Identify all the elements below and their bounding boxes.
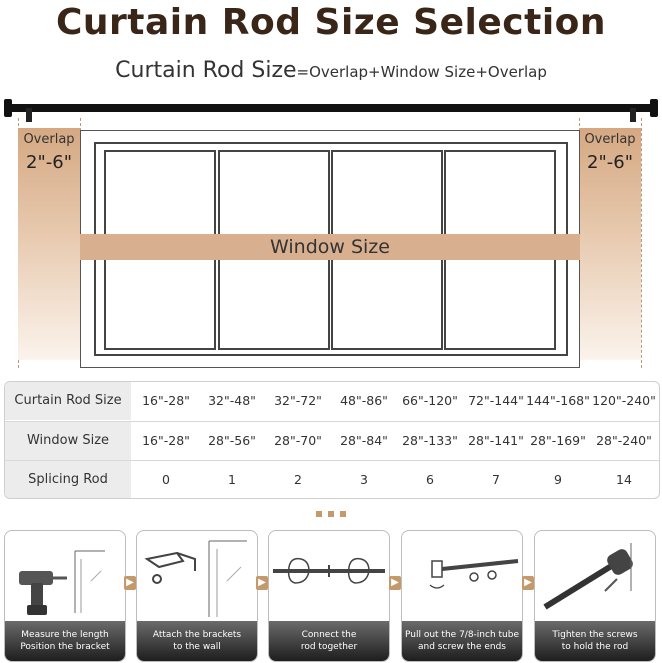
chevron-right-icon: ▶ bbox=[124, 576, 136, 590]
step-caption-line: to hold the rod bbox=[561, 642, 629, 652]
table-row bbox=[5, 382, 659, 420]
table-row bbox=[5, 421, 659, 460]
step-caption-line: rod together bbox=[300, 642, 358, 652]
screw-icon bbox=[535, 531, 655, 621]
right-overlap-zone bbox=[579, 128, 641, 360]
step-caption-line: Pull out the 7/8-inch tube bbox=[405, 630, 519, 640]
right-bracket bbox=[630, 108, 636, 122]
overlap-label: Overlap bbox=[584, 132, 636, 147]
step-caption-line: and screw the ends bbox=[418, 642, 506, 652]
table-cell: 28"-133" bbox=[402, 433, 458, 448]
step-card bbox=[534, 530, 656, 662]
left-bracket bbox=[26, 108, 32, 122]
hands-rod-icon bbox=[269, 531, 389, 621]
table-cell: 66"-120" bbox=[402, 393, 458, 408]
table-cell: 16"-28" bbox=[142, 433, 190, 448]
table-row bbox=[5, 460, 659, 499]
table-cell: 3 bbox=[360, 472, 368, 487]
curtain-rod bbox=[10, 104, 652, 112]
table-cell: 9 bbox=[554, 472, 562, 487]
formula-lhs: Curtain Rod Size bbox=[115, 58, 297, 83]
step-card bbox=[4, 530, 126, 662]
left-overlap-zone bbox=[18, 128, 80, 360]
table-cell: 32"-48" bbox=[208, 393, 256, 408]
overlap-range: 2"-6" bbox=[587, 152, 633, 173]
size-table bbox=[4, 381, 660, 499]
table-cell: 28"-240" bbox=[596, 433, 652, 448]
drill-icon bbox=[5, 531, 125, 621]
bracket-icon bbox=[137, 531, 257, 621]
table-cell: 2 bbox=[294, 472, 302, 487]
separator-dot bbox=[328, 511, 334, 517]
step-card bbox=[401, 530, 523, 662]
table-cell: 0 bbox=[162, 472, 170, 487]
table-cell: 48"-86" bbox=[340, 393, 388, 408]
tube-icon bbox=[402, 531, 522, 621]
step-caption-line: Attach the brackets bbox=[152, 630, 242, 640]
step-caption bbox=[137, 621, 257, 661]
step-caption-line: Tighten the screws bbox=[552, 630, 638, 640]
table-cell: 72"-144" bbox=[468, 393, 524, 408]
dashed-guide bbox=[641, 118, 642, 368]
step-caption bbox=[535, 621, 655, 661]
overlap-range: 2"-6" bbox=[26, 152, 72, 173]
formula-rhs: =Overlap+Window Size+Overlap bbox=[296, 63, 547, 81]
page-title: Curtain Rod Size Selection bbox=[55, 2, 607, 43]
separator-dot bbox=[316, 511, 322, 517]
table-cell: 28"-169" bbox=[530, 433, 586, 448]
overlap-label: Overlap bbox=[23, 132, 75, 147]
table-cell: 144"-168" bbox=[526, 393, 590, 408]
chevron-right-icon: ▶ bbox=[389, 576, 401, 590]
table-cell: 16"-28" bbox=[142, 393, 190, 408]
table-cell: 32"-72" bbox=[274, 393, 322, 408]
step-card bbox=[268, 530, 390, 662]
window-size-band: Window Size bbox=[80, 234, 580, 260]
chevron-right-icon: ▶ bbox=[256, 576, 268, 590]
table-cell: 28"-84" bbox=[340, 433, 388, 448]
step-caption-line: Measure the length bbox=[21, 630, 109, 640]
row-header: Window Size bbox=[5, 422, 131, 460]
table-cell: 28"-141" bbox=[468, 433, 524, 448]
table-cell: 1 bbox=[228, 472, 236, 487]
chevron-right-icon: ▶ bbox=[522, 576, 534, 590]
table-cell: 6 bbox=[426, 472, 434, 487]
step-caption-line: Connect the bbox=[301, 630, 357, 640]
table-cell: 28"-56" bbox=[208, 433, 256, 448]
step-caption bbox=[402, 621, 522, 661]
step-caption-line: Position the bracket bbox=[20, 642, 110, 652]
table-cell: 14 bbox=[616, 472, 632, 487]
step-caption-line: to the wall bbox=[173, 642, 221, 652]
step-card bbox=[136, 530, 258, 662]
row-header: Curtain Rod Size bbox=[5, 382, 131, 420]
table-cell: 7 bbox=[492, 472, 500, 487]
table-cell: 120"-240" bbox=[592, 393, 656, 408]
separator-dot bbox=[340, 511, 346, 517]
step-caption bbox=[5, 621, 125, 661]
formula bbox=[0, 56, 662, 87]
table-cell: 28"-70" bbox=[274, 433, 322, 448]
row-header: Splicing Rod bbox=[5, 461, 131, 499]
step-caption bbox=[269, 621, 389, 661]
